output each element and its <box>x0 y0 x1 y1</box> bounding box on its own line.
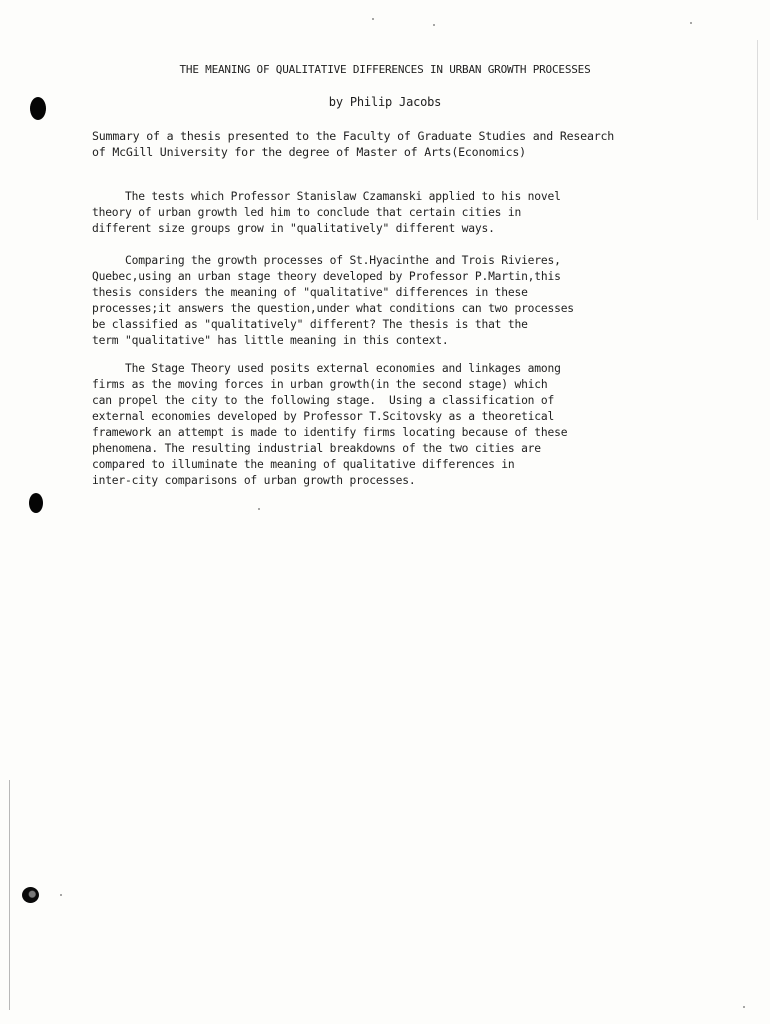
document-title: THE MEANING OF QUALITATIVE DIFFERENCES IN URBAN GROWTH PROCESSES <box>179 63 591 76</box>
paragraph-line: Quebec,using an urban stage theory developed by Professor P.Martin,this <box>92 270 561 283</box>
paragraph-3 <box>92 361 567 489</box>
paragraph-line: The tests which Professor Stanislaw Czamanski applied to his novel <box>92 190 561 203</box>
punch-hole <box>22 887 39 903</box>
paragraph-line: processes;it answers the question,under what conditions can two processes <box>92 302 574 315</box>
paragraph-line: external economies developed by Professor T.Scitovsky as a theoretical <box>92 410 555 423</box>
summary-statement <box>92 128 614 160</box>
summary-line: Summary of a thesis presented to the Faculty of Graduate Studies and Research <box>92 129 615 143</box>
paragraph-line: The Stage Theory used posits external economies and linkages among <box>92 362 561 375</box>
scan-edge-line <box>757 40 758 220</box>
scan-speck <box>690 22 692 24</box>
paragraph-line: term "qualitative" has little meaning in this context. <box>92 334 449 347</box>
paragraph-line: framework an attempt is made to identify firms locating because of these <box>92 426 568 439</box>
paragraph-line: different size groups grow in "qualitatively" different ways. <box>92 222 495 235</box>
paragraph-line: Comparing the growth processes of St.Hyacinthe and Trois Rivieres, <box>92 254 561 267</box>
paragraph-line: be classified as "qualitatively" different? The thesis is that the <box>92 318 528 331</box>
scan-speck <box>743 1006 745 1008</box>
punch-hole <box>30 97 46 120</box>
punch-hole <box>29 493 43 513</box>
paragraph-line: thesis considers the meaning of "qualitative" differences in these <box>92 286 528 299</box>
paragraph-line: phenomena. The resulting industrial breakdowns of the two cities are <box>92 442 541 455</box>
scan-speck <box>372 18 374 20</box>
paragraph-line: firms as the moving forces in urban growth(in the second stage) which <box>92 378 548 391</box>
paragraph-line: compared to illuminate the meaning of qualitative differences in <box>92 458 515 471</box>
paragraph-line: inter-city comparisons of urban growth processes. <box>92 474 416 487</box>
scan-speck <box>258 508 260 510</box>
summary-line: of McGill University for the degree of Master of Arts(Economics) <box>92 145 526 159</box>
scan-speck <box>60 894 62 896</box>
paragraph-2 <box>92 253 574 349</box>
paragraph-line: can propel the city to the following stage. Using a classification of <box>92 394 555 407</box>
scan-speck <box>433 24 435 26</box>
scan-edge-line <box>9 780 10 1010</box>
author-byline: by Philip Jacobs <box>328 95 442 109</box>
paragraph-line: theory of urban growth led him to conclude that certain cities in <box>92 206 522 219</box>
paragraph-1 <box>92 189 561 237</box>
